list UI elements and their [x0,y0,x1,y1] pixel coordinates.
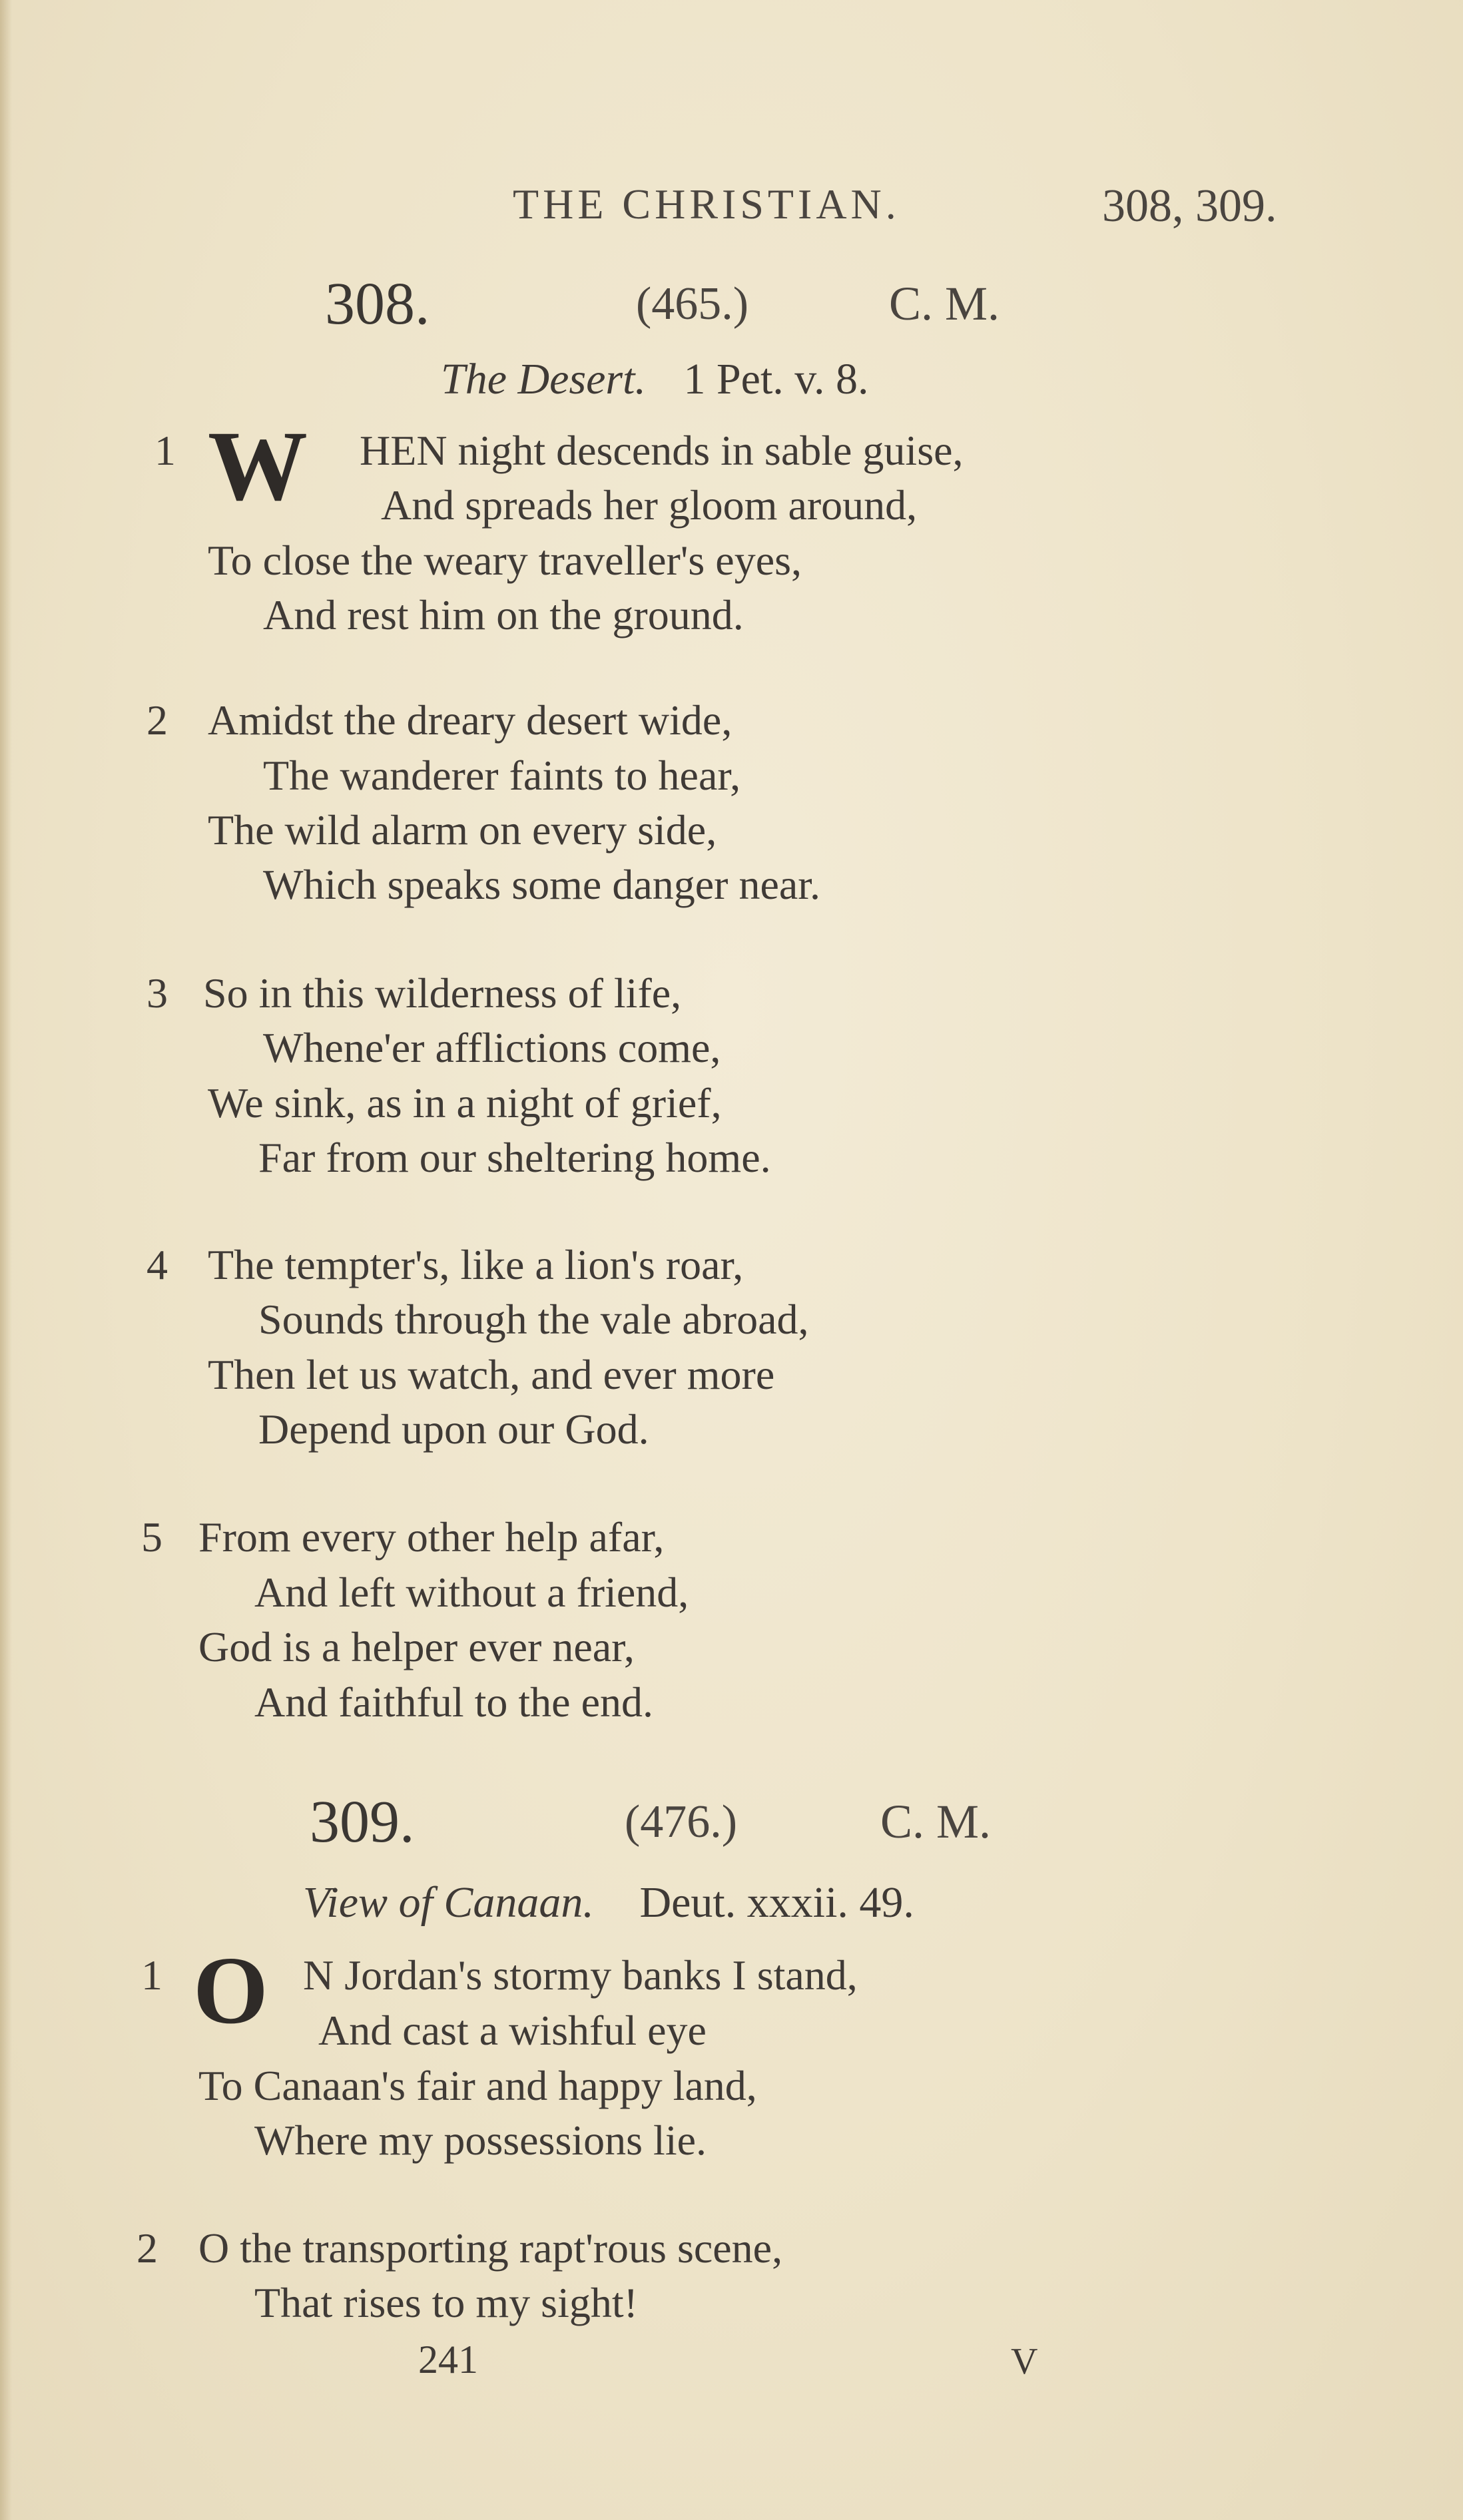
hymn-range: 308, 309. [1102,180,1277,232]
signature-mark: V [1011,2341,1038,2382]
verse-line: The wild alarm on every side, [208,806,717,854]
verse-line: The wanderer faints to hear, [263,752,741,799]
verse-line: Depend upon our God. [258,1405,649,1453]
verse-line: And rest him on the ground. [263,591,744,638]
verse-number: 4 [146,1241,168,1288]
running-title: THE CHRISTIAN. [513,180,900,228]
drop-cap: O [193,1937,268,2044]
verse-number: 1 [154,427,176,474]
hymn-title: View of Canaan. [303,1878,594,1927]
hymn-number: 309. [310,1789,415,1855]
verse-line: And cast a wishful eye [318,2007,707,2054]
verse-line: Then let us watch, and ever more [208,1351,775,1398]
hymn-309-subtitle [303,1878,914,1928]
verse-line: O the transporting rapt'rous scene, [198,2224,783,2272]
verse-number: 3 [146,969,168,1017]
hymn-308-heading [0,270,1463,336]
verse-line: HEN night descends in sable guise, [360,427,964,474]
verse-line: The tempter's, like a lion's roar, [208,1241,744,1288]
verse-line: From every other help afar, [198,1513,665,1561]
verse-line: And spreads her gloom around, [381,481,918,529]
verse-number: 5 [141,1513,162,1561]
page-folio: 241 [418,2338,478,2382]
verse-line: To Canaan's fair and happy land, [198,2062,757,2109]
verse-number: 2 [137,2224,158,2272]
verse-line: And faithful to the end. [254,1678,653,1726]
page-edge-shadow [0,0,12,2520]
hymn-scripture: Deut. xxxii. 49. [639,1878,914,1927]
verse-line: Where my possessions lie. [254,2117,707,2164]
hymn-meter: C. M. [889,277,1000,330]
hymn-tune-ref: (476.) [625,1796,738,1848]
hymn-309-heading [0,1788,1463,1854]
drop-cap: W [208,411,308,521]
hymn-308-subtitle [441,354,869,405]
verse-line: Whene'er afflictions come, [263,1024,721,1071]
verse-line: N Jordan's stormy banks I stand, [303,1951,858,1999]
verse-line: To close the weary traveller's eyes, [208,537,802,584]
hymn-title: The Desert. [441,355,646,403]
verse-line: We sink, as in a night of grief, [208,1079,722,1127]
hymn-meter: C. M. [880,1795,992,1848]
verse-line: Amidst the dreary desert wide, [208,696,732,744]
verse-line: Sounds through the vale abroad, [258,1296,809,1343]
verse-number: 1 [141,1951,162,1999]
verse-line: Which speaks some danger near. [263,861,821,908]
hymn-scripture: 1 Pet. v. 8. [683,355,869,403]
verse-line: And left without a friend, [254,1569,689,1616]
verse-line: So in this wilderness of life, [203,969,682,1017]
verse-line: God is a helper ever near, [198,1623,635,1670]
verse-number: 2 [146,696,168,744]
verse-line: That rises to my sight! [254,2279,638,2326]
hymn-number: 308. [325,271,430,337]
hymn-tune-ref: (465.) [636,278,749,330]
verse-line: Far from our sheltering home. [258,1134,771,1181]
running-header [0,180,1463,233]
